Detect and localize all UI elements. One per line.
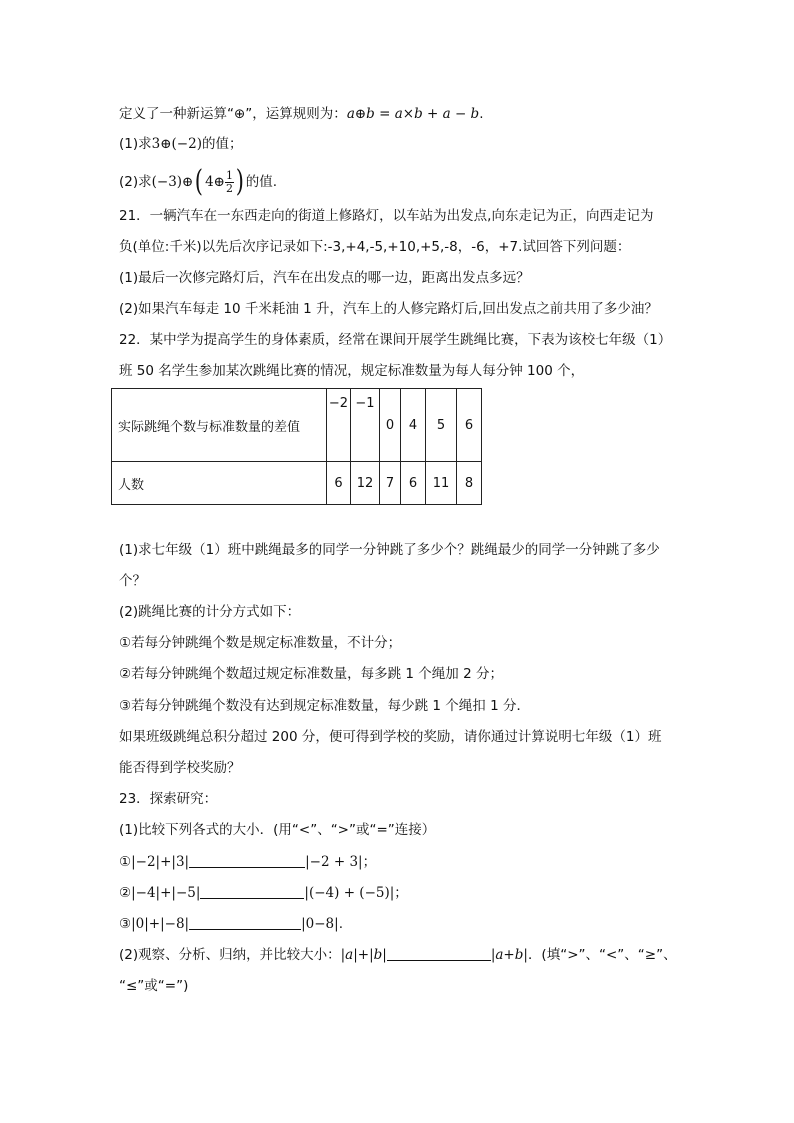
compare-left: |0|+|−8|: [131, 916, 190, 932]
q21-line2: 负(单位:千米)以先后次序记录如下:-3,+4,-5,+10,+5,-8，-6，+7.试回答下列问题：: [119, 239, 631, 255]
answer-blank[interactable]: [200, 884, 304, 899]
q22-rule2: ②若每分钟跳绳个数超过规定标准数量，每多跳 1 个绳加 2 分；: [119, 666, 503, 682]
q22-line2: 班 50 名学生参加某次跳绳比赛的情况，规定标准数量为每人每分钟 100 个，: [119, 363, 585, 379]
compare-right: |−2 + 3|: [305, 854, 363, 870]
table-row: [112, 389, 482, 462]
q23-part1: (1)比较下列各式的大小．(用“<”、“>”或“=”连接）: [119, 822, 436, 838]
q20-p2-expr-a: (−3)⊕: [151, 174, 194, 190]
q20-part2: [119, 164, 277, 200]
answer-blank[interactable]: [189, 853, 305, 868]
q22-rule3: ③若每分钟跳绳个数没有达到规定标准数量，每少跳 1 个绳扣 1 分．: [119, 698, 530, 714]
q22-ask-line1: 如果班级跳绳总积分超过 200 分，便可得到学校的奖励，请你通过计算说明七年级（1）班: [119, 729, 662, 745]
q22-q2-title: (2)跳绳比赛的计分方式如下：: [119, 604, 301, 620]
table-row: [112, 462, 482, 505]
right-paren-icon: ): [235, 164, 244, 199]
q23-title: 23．探索研究：: [119, 791, 218, 807]
intro-text: 定义了一种新运算“⊕”，运算规则为：: [119, 106, 347, 122]
compare-left: |−2|+|3|: [131, 854, 190, 870]
circled-three: ③: [119, 916, 132, 932]
q23-part2-line2: “≤”或“=”): [119, 978, 189, 994]
table-cell: 4: [401, 389, 426, 462]
q23-compare-3: [119, 914, 343, 934]
left-paren-icon: (: [195, 164, 204, 199]
table-cell: 8: [457, 462, 482, 505]
intro-rule: a⊕b = a×b + a − b: [346, 106, 480, 122]
q21-line1: 21．一辆汽车在一东西走向的街道上修路灯，以车站为出发点,向东走记为正，向西走记为: [119, 208, 654, 224]
table-cell: 6: [401, 462, 426, 505]
q20-p2-prefix: (2)求: [119, 174, 152, 190]
q22-line1: 22．某中学为提高学生的身体素质，经常在课间开展学生跳绳比赛，下表为该校七年级（1）: [119, 332, 672, 348]
circled-one: ①: [119, 854, 132, 870]
q23-p2-prefix: (2)观察、分析、归纳，并比较大小：: [119, 947, 341, 963]
q22-rule1: ①若每分钟跳绳个数是规定标准数量，不计分；: [119, 635, 402, 651]
table-cell: [351, 389, 380, 462]
diff-value: −2: [328, 395, 349, 411]
table-cell: [327, 389, 351, 462]
line-end: ；: [394, 885, 408, 901]
line-end: ；: [362, 854, 377, 870]
q20-p2-suffix: 的值.: [245, 174, 278, 190]
table-cell: 12: [351, 462, 380, 505]
compare-right: |(−4) + (−5)|: [304, 885, 395, 901]
table-cell: 6: [327, 462, 351, 505]
fraction-denominator: 2: [226, 181, 233, 195]
answer-blank[interactable]: [189, 915, 301, 930]
q20-p1-suffix: 的值；: [201, 136, 243, 152]
q23-compare-2: [119, 883, 408, 903]
compare-right: |a+b|: [490, 947, 528, 963]
fraction: [225, 170, 234, 195]
table-cell: 7: [380, 462, 401, 505]
q20-p2-expr-b: 4⊕: [205, 174, 225, 190]
compare-right: |0−8|: [301, 916, 339, 932]
q22-q1-line1: (1)求七年级（1）班中跳绳最多的同学一分钟跳了多少个？跳绳最少的同学一分钟跳了多少: [119, 542, 660, 558]
compare-left: |a|+|b|: [340, 947, 387, 963]
q22-q1-line2: 个？: [119, 573, 146, 589]
compare-left: |−4|+|−5|: [131, 885, 201, 901]
table-cell: 0: [380, 389, 401, 462]
q20-p1-prefix: (1)求: [119, 136, 152, 152]
q20-p1-expr: 3⊕(−2): [151, 136, 202, 152]
q21-question1: (1)最后一次修完路灯后，汽车在出发点的哪一边，距离出发点多远？: [119, 270, 530, 286]
jump-rope-table: [111, 388, 482, 505]
table-row-label: 人数: [112, 462, 327, 505]
q23-compare-1: [119, 852, 376, 872]
line-end: .: [338, 916, 343, 932]
table-cell: 6: [457, 389, 482, 462]
table-cell: 11: [426, 462, 457, 505]
circled-two: ②: [119, 885, 132, 901]
diff-value: −1: [355, 395, 375, 411]
table-row-label: 实际跳绳个数与标准数量的差值: [112, 389, 327, 462]
intro-line: [119, 104, 484, 124]
q20-part1: [119, 134, 242, 154]
intro-end: .: [479, 106, 484, 122]
q21-question2: (2)如果汽车每走 10 千米耗油 1 升，汽车上的人修完路灯后,回出发点之前共用了多少油？: [119, 301, 658, 317]
q23-part2: [119, 945, 677, 965]
q22-ask-line2: 能否得到学校奖励？: [119, 760, 241, 776]
fraction-numerator: 1: [226, 168, 233, 182]
table-cell: 5: [426, 389, 457, 462]
q23-p2-suffix: ．(填“>”、“<”、“≥”、: [527, 947, 677, 963]
answer-blank[interactable]: [387, 946, 491, 961]
